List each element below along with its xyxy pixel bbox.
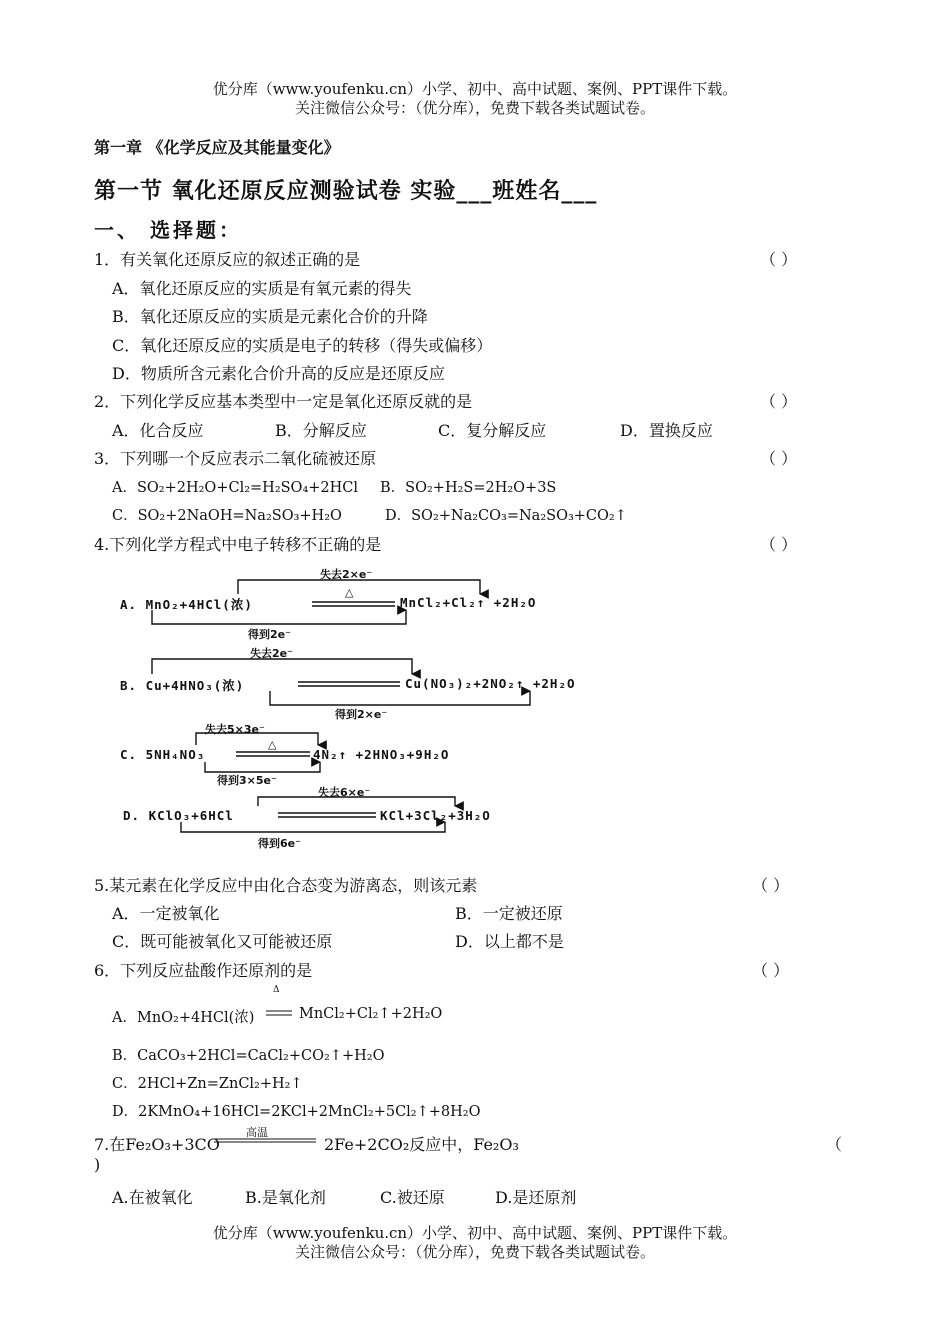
q4c-gain-label: 得到3×5e⁻ xyxy=(217,774,277,787)
q3-option-c: C．SO₂+2NaOH=Na₂SO₃+H₂O xyxy=(112,508,342,524)
q7-stem-right: 2Fe+2CO₂反应中，Fe₂O₃ xyxy=(324,1135,519,1154)
q6-option-c: C．2HCl+Zn=ZnCl₂+H₂↑ xyxy=(112,1076,303,1092)
q5-option-b: B．一定被还原 xyxy=(455,904,563,923)
q6-condition: Δ xyxy=(273,985,280,995)
q1-stem: 1．有关氧化还原反应的叙述正确的是 xyxy=(94,250,361,269)
q4a-lose-bracket xyxy=(238,580,480,594)
q6-option-a-left: A．MnO₂+4HCl(浓) xyxy=(112,1010,255,1026)
header-line-1: 优分库（www.youfenku.cn）小学、初中、高中试题、案例、PPT课件下载。 xyxy=(212,80,738,98)
q6-answer-paren: （ ） xyxy=(752,961,790,980)
q3-option-d: D．SO₂+Na₂CO₃=Na₂SO₃+CO₂↑ xyxy=(385,508,627,524)
q1-option-a: A．氧化还原反应的实质是有氧元素的得失 xyxy=(112,279,412,298)
q4b-lose-bracket xyxy=(152,659,412,674)
q7-option-c: C.被还原 xyxy=(380,1188,445,1207)
q6-option-a-right: MnCl₂+Cl₂↑+2H₂O xyxy=(299,1006,443,1022)
q2-option-a: A．化合反应 xyxy=(112,421,204,440)
q6-stem: 6．下列反应盐酸作还原剂的是 xyxy=(94,961,313,980)
q4a-lose-label: 失去2×e⁻ xyxy=(320,568,373,581)
q7-stem-left: 7.在Fe₂O₃+3CO xyxy=(94,1135,220,1154)
q4d-reactants: D. KClO₃+6HCl xyxy=(123,808,234,823)
q1-option-b: B．氧化还原反应的实质是元素化合价的升降 xyxy=(112,307,428,326)
q7-option-a: A.在被氧化 xyxy=(112,1188,193,1207)
q6-option-b: B．CaCO₃+2HCl=CaCl₂+CO₂↑+H₂O xyxy=(112,1048,385,1064)
footer-line-2: 关注微信公众号：（优分库），免费下载各类试题试卷。 xyxy=(294,1243,655,1261)
footer-line-1: 优分库（www.youfenku.cn）小学、初中、高中试题、案例、PPT课件下载。 xyxy=(212,1224,738,1242)
q2-option-c: C．复分解反应 xyxy=(438,421,547,440)
q3-stem: 3．下列哪一个反应表示二氧化硫被还原 xyxy=(94,449,377,468)
q2-stem: 2．下列化学反应基本类型中一定是氧化还原反就的是 xyxy=(94,392,473,411)
q3-option-a: A．SO₂+2H₂O+Cl₂=H₂SO₄+2HCl xyxy=(112,480,359,496)
q4c-gain-bracket xyxy=(205,762,320,772)
q4c-condition: △ xyxy=(268,738,277,751)
q7-paren-close: ) xyxy=(94,1155,101,1174)
q1-answer-paren: （ ） xyxy=(760,250,798,269)
q4b-products: Cu(NO₃)₂+2NO₂↑ +2H₂O xyxy=(405,676,576,691)
q5-stem: 5.某元素在化学反应中由化合态变为游离态，则该元素 xyxy=(94,876,478,895)
q4b-lose-label: 失去2e⁻ xyxy=(250,647,293,660)
q5-option-c: C．既可能被氧化又可能被还原 xyxy=(112,932,333,951)
q4a-condition: △ xyxy=(345,586,354,599)
q4d-products: KCl+3Cl₂+3H₂O xyxy=(380,808,491,823)
q4c-lose-label: 失去5×3e⁻ xyxy=(205,723,265,736)
q4d-gain-bracket xyxy=(181,822,445,832)
q4c-products: 4N₂↑ +2HNO₃+9H₂O xyxy=(313,747,450,762)
q4a-reactants: A. MnO₂+4HCl(浓) xyxy=(120,597,253,612)
q7-condition: 高温 xyxy=(246,1126,268,1139)
q4b-gain-bracket xyxy=(270,691,530,705)
q1-option-c: C．氧化还原反应的实质是电子的转移（得失或偏移） xyxy=(112,336,493,355)
q4d-lose-label: 失去6×e⁻ xyxy=(318,786,371,799)
q4b-reactants: B. Cu+4HNO₃(浓) xyxy=(120,678,245,693)
page-title: 第一节 氧化还原反应测验试卷 实验___班姓名___ xyxy=(94,179,598,204)
q2-answer-paren: （ ） xyxy=(760,392,798,411)
q3-answer-paren: （ ） xyxy=(760,449,798,468)
q2-option-b: B．分解反应 xyxy=(275,421,367,440)
q4a-gain-label: 得到2e⁻ xyxy=(248,628,291,641)
chapter-heading: 第一章 《化学反应及其能量变化》 xyxy=(94,138,340,157)
section-heading: 一、 选择题： xyxy=(94,218,242,242)
q2-option-d: D．置换反应 xyxy=(620,421,713,440)
header-line-2: 关注微信公众号：（优分库），免费下载各类试题试卷。 xyxy=(294,99,655,117)
q4-answer-paren: （ ） xyxy=(760,535,798,554)
q4-stem: 4.下列化学方程式中电子转移不正确的是 xyxy=(94,535,382,554)
q7-option-b: B.是氧化剂 xyxy=(245,1188,326,1207)
q1-option-d: D．物质所含元素化合价升高的反应是还原反应 xyxy=(112,364,445,383)
q7-paren-open: （ xyxy=(826,1135,843,1154)
q5-answer-paren: （ ） xyxy=(752,876,790,895)
q4c-reactants: C. 5NH₄NO₃ xyxy=(120,747,206,762)
q6-option-d: D．2KMnO₄+16HCl=2KCl+2MnCl₂+5Cl₂↑+8H₂O xyxy=(112,1104,481,1120)
q4d-gain-label: 得到6e⁻ xyxy=(258,837,301,850)
q7-option-d: D.是还原剂 xyxy=(495,1188,577,1207)
q3-option-b: B．SO₂+H₂S=2H₂O+3S xyxy=(380,480,557,496)
q4b-gain-label: 得到2×e⁻ xyxy=(335,708,388,721)
q4a-products: MnCl₂+Cl₂↑ +2H₂O xyxy=(400,595,537,610)
q5-option-d: D．以上都不是 xyxy=(455,932,564,951)
q5-option-a: A．一定被氧化 xyxy=(112,904,220,923)
